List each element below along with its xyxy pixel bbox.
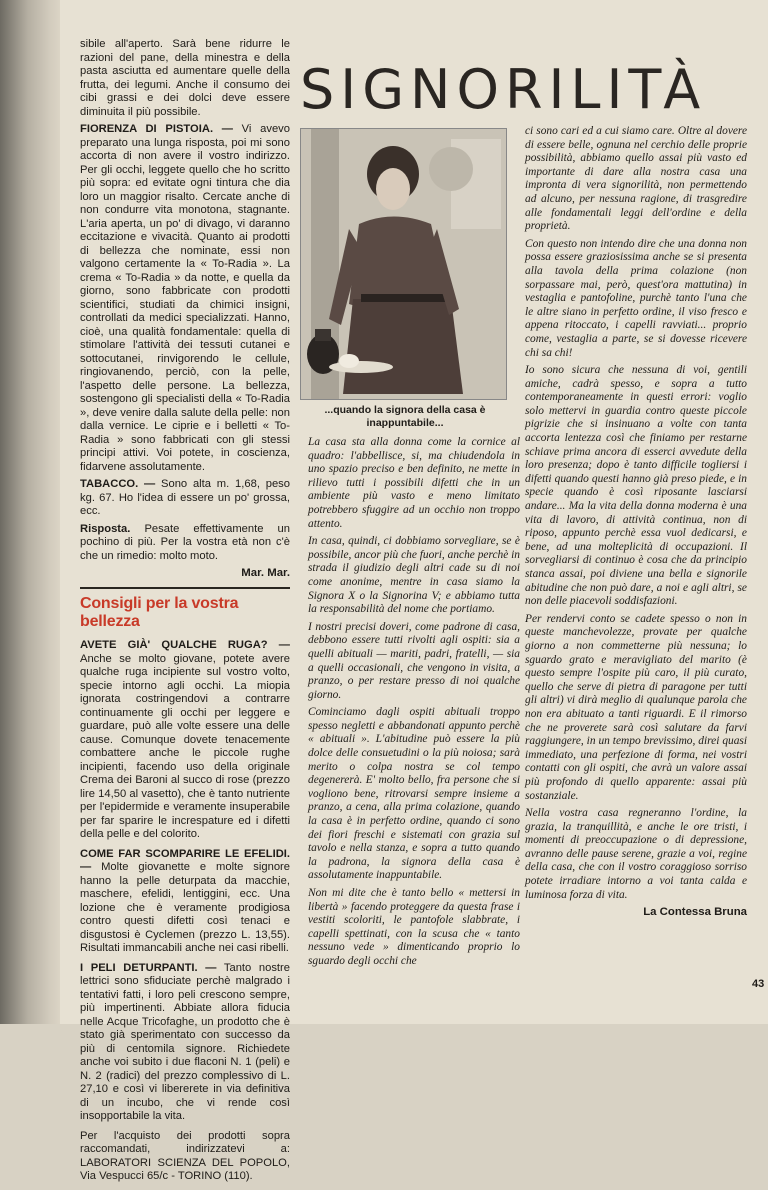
article-paragraph: La casa sta alla donna come la cornice al quadro: l'abbellisce, si, ma chiudendola in uno spazio preciso e ben definito, ne mette in rilievo tutti i possibili difetti che in un ambiente più vasto e meno limitato potrebbero sfuggire ad un occhio non troppo attento.	[308, 436, 520, 530]
article-paragraph: Cominciamo dagli ospiti abituali troppo spesso negletti e abbandonati appunto perchè « abituali ». L'abitudine può essere la più dolce delle consuetudini o la più noiosa; sarà merito o colpa nostra se col tempo degenererà. E' molto bello, fra persone che si vogliono bene, ritrovarsi sempre insieme a pranzo, a cena, alla prima colazione, quando la casa è in perfetto ordine, quando ci sono dei fiori freschi e sistemati con grazia sul tavolo e nella stanza, e sopra a tutto quando la padrona, la signora della casa è assolutamente inappuntabile.	[308, 706, 520, 882]
article-author: La Contessa Bruna	[643, 906, 747, 919]
article-paragraph: ci sono cari ed a cui siamo care. Oltre al dovere di essere belle, ognuna nel cerchio delle proprie possibilità, abbiamo quello assai più vasto ed importante di dare alla nostra casa una impronta di vera signorilità, non permettendo ad alcuno, per nessuna ragione, di trasgredire alle fondamentali leggi dell'ordine e della proprietà.	[525, 125, 747, 233]
article-paragraph: In casa, quindi, ci dobbiamo sorvegliare, se è possibile, ancor più che fuori, anche perchè in strada il giudizio degli altri cade su di noi come anonime, mentre in casa siamo la Signora X o la Signorina V; e abbiamo tutta la responsabilità del nome che portiamo.	[308, 535, 520, 616]
tip-body: Molte giovanette e molte signore hanno la pelle deturpata da macchie, maschere, efelidi, lentiggini, ecc. Una lozione che è veramente prodigiosa contro questi difetti così tenaci e disgustosi è Cyclemen (prezzo L. 13,55). Risultati immancabili anche nei casi ribelli.	[80, 861, 290, 954]
article-paragraph: Nella vostra casa regneranno l'ordine, la grazia, la tranquillità, e anche le ore tristi, i momenti di preoccupazione o di depressione, avranno delle pause serene, grazie a voi, regine della casa, che con il vostro coraggioso sorriso potete irradiare intorno a voi tanta calda e luminosa forza di vita.	[525, 807, 747, 901]
article-paragraph: Non mi dite che è tanto bello « mettersi in libertà » facendo proteggere da questa frase i vestiti scoloriti, le pantofole slabbrate, i capelli spettinati, con la scusa che « tanto nessuno vede » dimenticando proprio lo sguardo degli occhi che	[308, 887, 520, 967]
tip-heading: I PELI DETURPANTI. —	[80, 961, 217, 974]
tip-heading: AVETE GIÀ' QUALCHE RUGA? —	[80, 639, 290, 651]
article-paragraph: Per rendervi conto se cadete spesso o non in queste manchevolezze, provate per qualche giorno a non commetterne più nessuna; lo sguardo grato e meravigliato del marito (è questo sempre l'ospite più caro, il più curato, quello che serve di pietra di paragone per tutti gli altri) vi dirà meglio di qualunque parola che non era abituato a tanti riguardi. E il rimorso che ne proverete sarà così salutare da farvi raggiungere, in un tempo brevissimo, direi quasi immediato, una perfezione di forma, nei vostri contatti con gli ospiti, che avrà un valore assai più profondo di quello apparente: assai più sostanziale.	[525, 612, 747, 802]
tip-peli	[80, 962, 290, 1124]
column-signature: Mar. Mar.	[241, 567, 290, 579]
intro-paragraph: sibile all'aperto. Sarà bene ridurre le razioni del pane, della minestra e della pasta asciutta ed aumentare quelle della frutta, dei legumi. Anche il consumo dei cibi grassi e dei dolci deve essere diminuita il più possibile.	[80, 38, 290, 118]
letter-heading: TABACCO. —	[80, 478, 156, 490]
tip-body: Anche se molto giovane, potete avere qualche ruga incipiente sul vostro volto, specie intorno agli occhi. La miopia ignorata costringendovi a contrarre continuamente gli occhi per leggere e guardare, può alle volte essere una delle cause. Comunque dovete tenacemente combattere anche le piccole rughe incipienti, facendo uso della originale Crema dei Baroni al succo di rose (prezzo lire 14,50 al vasetto), che è tanto nutriente per l'epidermide e veramente insuperabile per far sparire le increspature ed i difetti della pelle e del colorito.	[80, 652, 290, 840]
section-heading-consigli: Consigli per la vostra bellezza	[80, 595, 239, 630]
tip-body: Tanto nostre lettrici sono sfiduciate perchè malgrado i tentativi fatti, i loro peli crescono sempre, più impertinenti. Abbiate allora fiducia nelle Acque Tricofaghe, un prodotto che è stato già sperimentato con successo da più di centomila signore. Richiedete anche voi subito i due flaconi N. 1 (peli) e N. 2 (radici) del prezzo complessivo di L. 27,10 e così vi libererete in via definitiva di un incubo, che vi rende così insopportabile la vita.	[80, 961, 290, 1122]
article-paragraph: I nostri precisi doveri, come padrone di casa, debbono essere tutti rivolti agli ospiti: sia a quelli abituali — mariti, padri, fratelli, — sia a quelli occasionali, che vengono in visita, a pranzo, o per restare presso di noi qualche giorno.	[308, 620, 520, 701]
reply-body: Pesate effettivamente un pochino di più. Per la vostra età non c'è che un rimedio: molto moto.	[80, 522, 290, 562]
column-middle	[308, 436, 520, 973]
article-photo	[300, 128, 507, 400]
column-right	[525, 125, 747, 918]
reply-paragraph	[80, 523, 290, 564]
divider	[80, 587, 290, 589]
letter-body: Vi avevo preparato una lunga risposta, poi mi sono accorta di non avere il vostro indirizzo. Per gli occhi, leggete quello che ho scritto più sopra: ed evitate ogni tintura che dia loro un maggior risalto. Cercate anche di non condurre vita monotona, stagnante. L'aria aperta, un po' di divago, vi daranno eccitazione e vivacità. Quanto ai prodotti di bellezza che nominate, essi non valgono certamente la « To-Radia ». La crema « To-Radia » da notte, e quella da giorno, sono fabbricate con prodotti scientifici, studiati da chimici insigni, controllati da medici specializzati. Hanno, cioè, una qualità fondamentale: quella di stimolare l'attività dei tessuti cutanei e sottocutanei, rinvigorendo le cellule, ringiovanendo, perciò, con la pelle, l'aspetto delle persone. La bellezza, sostengono gli specialisti della « To-Radia », deve venire dalla salute della pelle: non dalla vernice. Le ciprie e i belletti « To-Radia » sono fabbricati con gli stessi principi attivi. Voi potete, in coscienza, fidarvene assolutamente.	[80, 123, 290, 473]
article-paragraph: Io sono sicura che nessuna di voi, gentili amiche, cadrà spesso, e sopra a tutto contemporaneamente in questi errori: voglio solo mettervi in guardia contro queste piccole pigrizie che si insinuano a volte con tanta accorta lentezza così che finiamo per restarne schiave prima ancora di esserci avvedute della loro presenza; dopo è tanto difficile togliersi i difetti quando questi hanno già preso piede, e in specie quando è così riposante lasciarsi andare... Ma la vita della donna moderna è una vita di lavoro, di attività continua, non di riposo, appunto perchè essa vuol dedicarsi, e bene, ad una molteplicità di occupazioni. Il sorvegliarsi di continuo è cosa che da principio stanca assai, poi diviene una bella e signorile abitudine che non può dare, a noi e agli altri, se non delle piacevoli soddisfazioni.	[525, 364, 747, 608]
reply-heading: Risposta.	[80, 522, 131, 535]
tip-heading: COME FAR SCOMPARIRE LE EFELIDI. —	[80, 847, 290, 873]
photo-caption: ...quando la signora della casa è inappuntabile...	[324, 404, 486, 429]
letter-body: Sono alta m. 1,68, peso kg. 67. Ho l'idea di essere un po' grossa, ecc.	[80, 478, 290, 517]
magazine-spine	[0, 0, 62, 1024]
letter-heading: FIORENZA DI PISTOIA. —	[80, 123, 233, 135]
article-paragraph: Con questo non intendo dire che una donna non possa essere graziosissima anche se si presenta alla tavola della prima colazione (non sorpassare mai, però, quest'ora mattutina) in vestaglia e pantofoline, purchè tanto l'una che le altre siano in perfetto ordine, il viso fresco e appena ritoccato, i capelli ravviati... proprio come, vestaglia a parte, se si dovesse ricevere chi sa chi!	[525, 237, 747, 359]
woman-photo-illustration	[301, 129, 506, 399]
page-number: 43	[752, 978, 765, 990]
tip-efelidi	[80, 848, 290, 956]
letter-fiorenza	[80, 123, 290, 474]
letter-tabacco	[80, 478, 290, 519]
beauty-tips	[80, 639, 290, 1184]
column-left	[80, 38, 290, 1190]
order-info: Per l'acquisto dei prodotti sopra raccomandati, indirizzatevi a: LABORATORI SCIENZA DEL POPOLO, Via Vespucci 65/c - TORINO (110).	[80, 1129, 290, 1182]
article-title: SIGNORILITÀ	[300, 58, 707, 121]
tip-rughe	[80, 639, 290, 842]
